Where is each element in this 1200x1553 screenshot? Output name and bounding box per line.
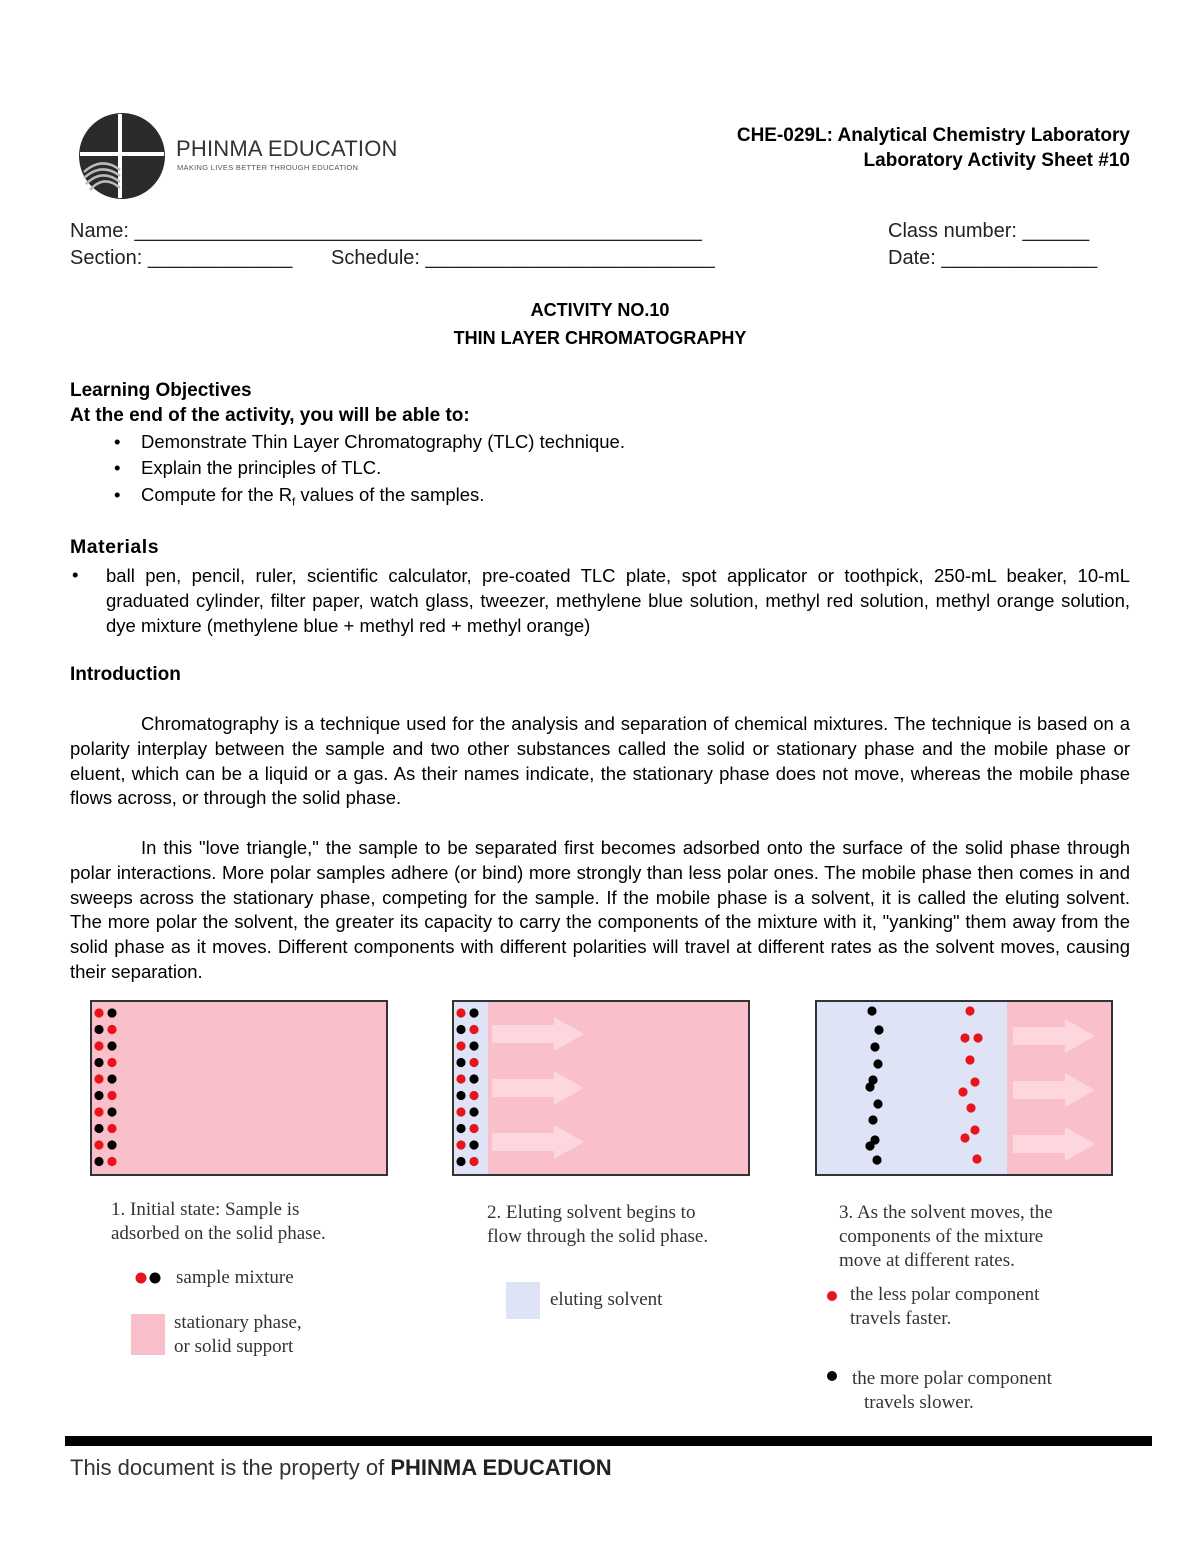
- sample-dot: [107, 1091, 116, 1100]
- sample-dot: [107, 1008, 116, 1017]
- legend-more-polar: the more polar component travels slower.: [852, 1368, 1052, 1413]
- name-field: Name: ___________________________________________________: [70, 220, 702, 242]
- sample-dot: [456, 1124, 465, 1133]
- legend-less-polar: the less polar component travels faster.: [850, 1284, 1040, 1329]
- less-polar-dot: [960, 1133, 969, 1142]
- caption-2: 2. Eluting solvent begins to flow through the solid phase.: [487, 1202, 709, 1247]
- sample-dot: [456, 1107, 465, 1116]
- date-field: Date: ______________: [888, 247, 1098, 269]
- less-polar-dot: [972, 1154, 981, 1163]
- logo-tagline: MAKING LIVES BETTER THROUGH EDUCATION: [177, 163, 359, 172]
- more-polar-dot: [868, 1115, 877, 1124]
- sample-dot: [469, 1025, 478, 1034]
- objective-item: • Compute for the $R_f$ values of the samples.: [114, 484, 485, 509]
- introduction-heading: Introduction: [70, 664, 181, 685]
- more-polar-dot: [867, 1006, 876, 1015]
- less-polar-dot: [973, 1033, 982, 1042]
- sample-dot: [456, 1008, 465, 1017]
- more-polar-dot-icon: [826, 1369, 840, 1383]
- sample-dot: [469, 1041, 478, 1050]
- more-polar-dot: [865, 1141, 874, 1150]
- eluting-solvent-swatch: [506, 1282, 540, 1319]
- sample-dot: [107, 1074, 116, 1083]
- materials-heading: Materials: [70, 536, 160, 558]
- sample-dot: [456, 1041, 465, 1050]
- more-polar-dot: [873, 1099, 882, 1108]
- schedule-field: Schedule: __________________________: [331, 247, 715, 269]
- tlc-panel-eluting: [452, 1000, 750, 1176]
- sample-dot: [469, 1107, 478, 1116]
- sample-dot: [456, 1140, 465, 1149]
- objective-item: • Explain the principles of TLC.: [114, 457, 382, 478]
- tlc-panel-initial: [90, 1000, 388, 1176]
- sample-dot: [456, 1074, 465, 1083]
- sheet-title: Laboratory Activity Sheet #10: [863, 150, 1130, 171]
- eluting-solvent-region: [817, 1002, 1007, 1174]
- legend-stationary-phase: stationary phase, or solid support: [174, 1312, 302, 1357]
- less-polar-dot: [965, 1055, 974, 1064]
- less-polar-dot: [966, 1103, 975, 1112]
- sample-dot: [94, 1140, 103, 1149]
- materials-bullet: •: [72, 564, 79, 585]
- section-field: Section: _____________: [70, 247, 293, 269]
- more-polar-dot: [865, 1082, 874, 1091]
- sample-dot: [456, 1058, 465, 1067]
- sample-dot: [469, 1058, 478, 1067]
- less-polar-dot: [960, 1033, 969, 1042]
- sample-dot: [469, 1008, 478, 1017]
- sample-dot: [94, 1025, 103, 1034]
- sample-dot: [94, 1157, 103, 1166]
- activity-number: ACTIVITY NO.10: [530, 300, 670, 320]
- sample-dot: [94, 1107, 103, 1116]
- sample-dot: [107, 1157, 116, 1166]
- sample-dot: [107, 1107, 116, 1116]
- sample-dot: [94, 1074, 103, 1083]
- class-number-field: Class number: ______: [888, 220, 1090, 242]
- sample-dot: [469, 1157, 478, 1166]
- logo-name: PHINMA EDUCATION: [176, 136, 398, 161]
- sample-dot: [94, 1058, 103, 1067]
- sample-dot: [107, 1041, 116, 1050]
- stationary-phase-swatch: [131, 1314, 165, 1355]
- more-polar-dot: [873, 1059, 882, 1068]
- sample-dot: [469, 1124, 478, 1133]
- legend-eluting-solvent: eluting solvent: [550, 1289, 663, 1310]
- objectives-heading: Learning Objectives: [70, 380, 252, 401]
- sample-dot: [107, 1058, 116, 1067]
- sample-dot: [107, 1124, 116, 1133]
- sample-mixture-icon: [134, 1270, 166, 1286]
- more-polar-dot: [870, 1042, 879, 1051]
- sample-dot: [94, 1041, 103, 1050]
- less-polar-dot: [958, 1087, 967, 1096]
- sample-dot: [469, 1140, 478, 1149]
- more-polar-dot: [872, 1155, 881, 1164]
- less-polar-dot: [965, 1006, 974, 1015]
- legend-sample-mixture: sample mixture: [176, 1267, 294, 1288]
- course-title: CHE-029L: Analytical Chemistry Laboratory: [736, 125, 1130, 146]
- sample-dot: [94, 1124, 103, 1133]
- sample-dot: [456, 1091, 465, 1100]
- activity-title: THIN LAYER CHROMATOGRAPHY: [453, 328, 747, 348]
- sample-dot: [107, 1025, 116, 1034]
- footer-rule: [65, 1436, 1152, 1446]
- sample-dot: [456, 1025, 465, 1034]
- stationary-plate: [91, 1001, 387, 1175]
- intro-paragraph-2: In this "love triangle," the sample to be separated first becomes adsorbed onto the surface of the solid phase through polar interactions. More polar samples adhere (or bind) more strongly than less polar ones. The mobile phase then comes in and sweeps across the stationary phase, competing for the sample. If the mobile phase is a solvent, it is called the eluting solvent. The more polar the solvent, the greater its capacity to carry the components of the mixture with it, "yanking" them away from the solid phase as it moves. Different components with different polarities will travel at different rates as the solvent moves, causing their separation.: [70, 837, 1130, 982]
- tlc-panel-separating: [815, 1000, 1113, 1176]
- caption-1: 1. Initial state: Sample is adsorbed on the solid phase.: [111, 1199, 326, 1244]
- more-polar-dot: [874, 1025, 883, 1034]
- intro-paragraph-1: Chromatography is a technique used for the analysis and separation of chemical mixtures. The technique is based on a polarity interplay between the sample and two other substances called the solid or stationary phase and the mobile phase or eluent, which can be a liquid or a gas. As their names indicate, the stationary phase does not move, whereas the mobile phase flows across, or through the solid phase.: [70, 713, 1130, 809]
- materials-list: ball pen, pencil, ruler, scientific calculator, pre-coated TLC plate, spot applicator or toothpick, 250-mL beaker, 10-mL graduated cylinder, filter paper, watch glass, tweezer, methylene blue solution, methyl red solution, methyl orange solution, dye mixture (methylene blue + methyl red + methyl orange): [106, 565, 1130, 636]
- phinma-logo-icon: [78, 112, 166, 200]
- sample-dot: [456, 1157, 465, 1166]
- objective-item: • Demonstrate Thin Layer Chromatography (TLC) technique.: [114, 431, 625, 452]
- sample-dot: [469, 1074, 478, 1083]
- sample-dot: [94, 1008, 103, 1017]
- objectives-lead: At the end of the activity, you will be able to:: [70, 405, 470, 426]
- sample-dot: [469, 1091, 478, 1100]
- sample-dot: [94, 1091, 103, 1100]
- footer-text: This document is the property of PHINMA EDUCATION: [70, 1455, 612, 1480]
- less-polar-dot: [970, 1125, 979, 1134]
- sample-dot: [107, 1140, 116, 1149]
- less-polar-dot: [970, 1077, 979, 1086]
- less-polar-dot-icon: [826, 1289, 840, 1303]
- caption-3: 3. As the solvent moves, the components of the mixture move at different rates.: [839, 1202, 1053, 1271]
